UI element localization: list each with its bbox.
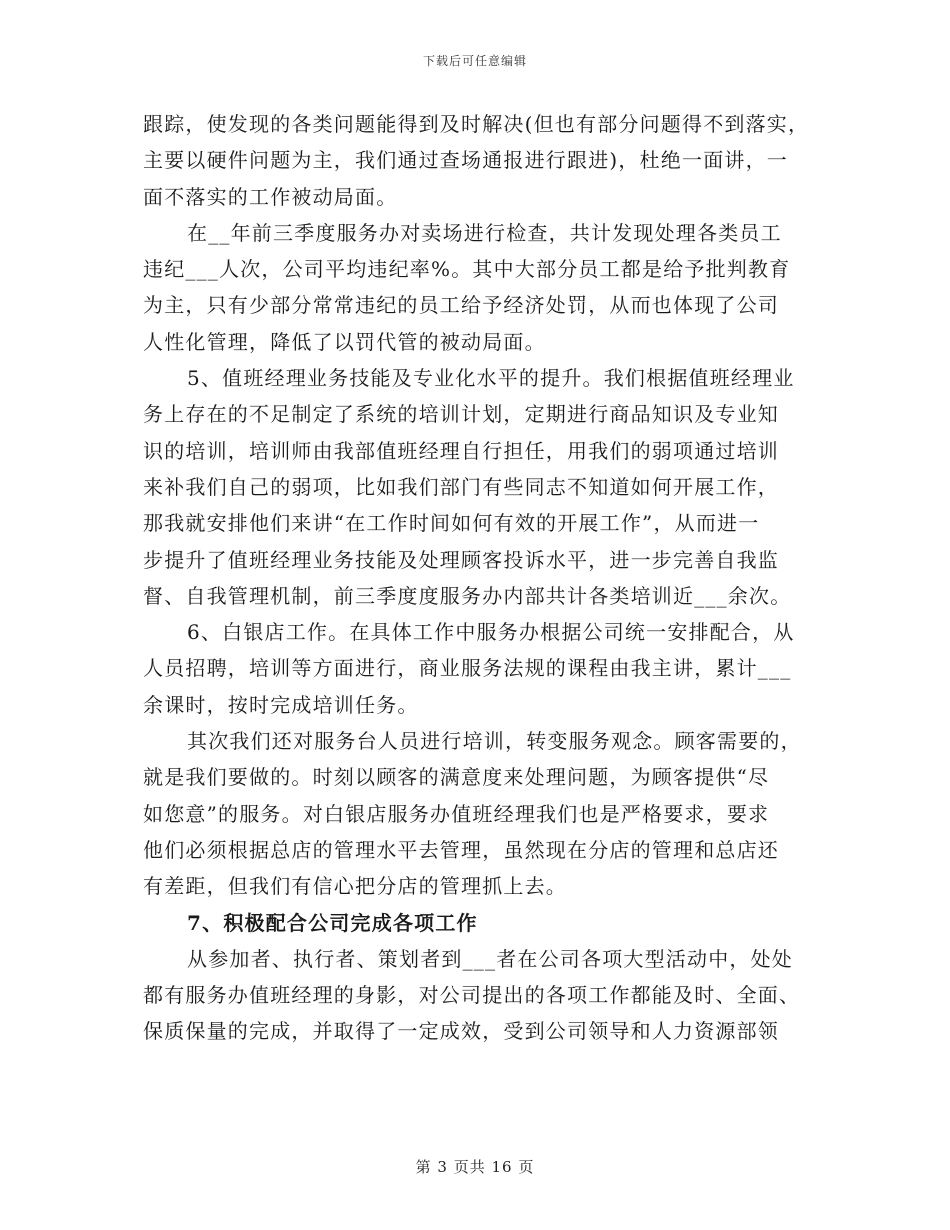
text-line: 违纪___人次，公司平均违纪率%。其中大部分员工都是给予批判教育 [143, 257, 791, 282]
text-line: 人性化管理，降低了以罚代管的被动局面。 [143, 329, 546, 354]
text-line: 都有服务办值班经理的身影，对公司提出的各项工作都能及时、全面、 [143, 983, 801, 1008]
paragraph-start-line: 在__年前三季度服务办对卖场进行检查，共计发现处理各类员工 [187, 220, 782, 245]
text-line: 他们必须根据总店的管理水平去管理，虽然现在分店的管理和总店还 [143, 837, 779, 862]
text-line: 就是我们要做的。时刻以顾客的满意度来处理问题，为顾客提供“尽 [143, 765, 770, 790]
document-body [143, 106, 823, 1050]
text-line: 务上存在的不足制定了系统的培训计划，定期进行商品知识及专业知 [143, 402, 779, 427]
text-line: 主要以硬件问题为主，我们通过查场通报进行跟进)，杜绝一面讲，一 [143, 148, 789, 173]
paragraph-start-line: 其次我们还对服务台人员进行培训，转变服务观念。顾客需要的， [187, 729, 802, 754]
text-line: 来补我们自己的弱项，比如我们部门有些同志不知道如何开展工作， [143, 474, 779, 499]
text-line: 保质保量的完成，并取得了一定成效，受到公司领导和人力资源部领 [143, 1019, 779, 1044]
paragraph-start-line: 5、值班经理业务技能及专业化水平的提升。我们根据值班经理业 [187, 366, 795, 391]
text-line: 为主，只有少部分常常违纪的员工给予经济处罚，从而也体现了公司 [143, 293, 779, 318]
text-line: 人员招聘，培训等方面进行，商业服务法规的课程由我主讲，累计___ [143, 656, 792, 681]
paragraph-start-line: 6、白银店工作。在具体工作中服务办根据公司统一安排配合，从 [187, 620, 795, 645]
text-line: 识的培训，培训师由我部值班经理自行担任，用我们的弱项通过培训 [143, 438, 779, 463]
paragraph-start-line: 从参加者、执行者、策划者到___者在公司各项大型活动中，处处 [187, 946, 793, 971]
text-line: 督、自我管理机制，前三季度度服务办内部共计各类培训近___余次。 [143, 583, 792, 608]
text-line: 那我就安排他们来讲“在工作时间如何有效的开展工作”，从而进一 [143, 511, 760, 536]
text-line: 如您意”的服务。对白银店服务办值班经理我们也是严格要求，要求 [143, 801, 770, 826]
page-number: 第 3 页共 16 页 [415, 1158, 535, 1176]
section-heading: 7、积极配合公司完成各项工作 [187, 910, 478, 935]
text-line: 有差距，但我们有信心把分店的管理抓上去。 [143, 874, 567, 899]
text-line: 余课时，按时完成培训任务。 [143, 692, 419, 717]
text-line: 面不落实的工作被动局面。 [143, 184, 398, 209]
page-header: 下载后可任意编辑 [422, 54, 527, 68]
text-line: 步提升了值班经理业务技能及处理顾客投诉水平，进一步完善自我监 [143, 547, 779, 572]
text-line: 跟踪，使发现的各类问题能得到及时解决(但也有部分问题得不到落实， [143, 112, 810, 136]
